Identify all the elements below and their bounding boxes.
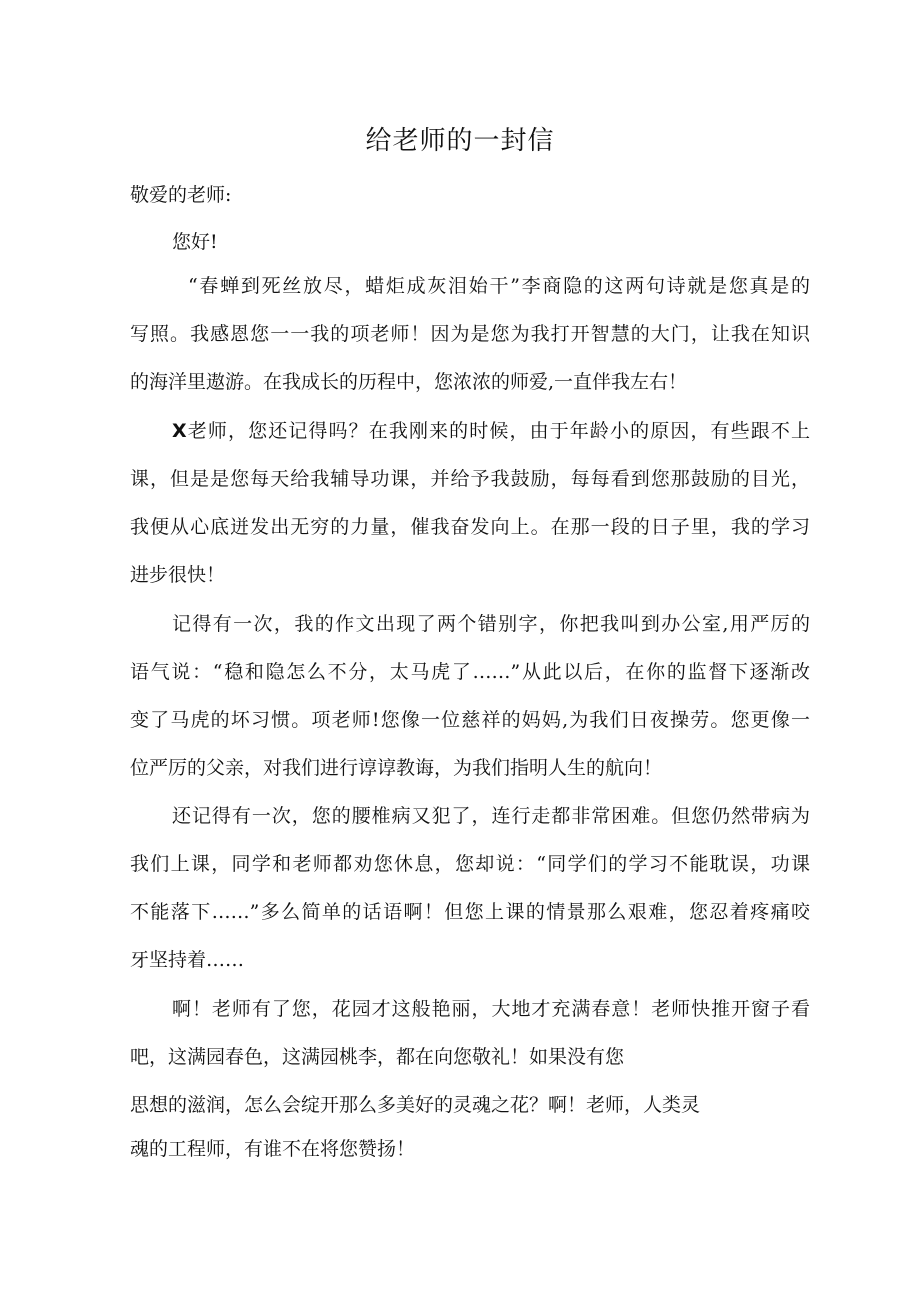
paragraph-line: 我便从心底迸发出无穷的力量，催我奋发向上。在那一段的日子里，我的学习 <box>130 516 810 538</box>
paragraph-line-first <box>130 407 810 455</box>
paragraph-5-continued <box>130 1081 810 1129</box>
paragraph-1 <box>130 262 810 406</box>
document-title: 给老师的一封信 <box>365 126 555 156</box>
paragraph-5 <box>130 985 810 1081</box>
paragraph-4 <box>130 792 810 984</box>
paragraph-line: 我们上课，同学和老师都劝您休息，您却说：“同学们的学习不能耽误，功课 <box>130 853 810 875</box>
salutation: 敬爱的老师: <box>130 184 232 206</box>
paragraph-line: 还记得有一次，您的腰椎病又犯了，连行走都非常困难。但您仍然带病为 <box>172 805 810 827</box>
paragraph-3 <box>130 600 810 792</box>
paragraph-2 <box>130 407 810 599</box>
paragraph-line: 位严厉的父亲，对我们进行谆谆教诲，为我们指明人生的航向！ <box>130 757 663 779</box>
paragraph-line: 语气说：“稳和隐怎么不分，太马虎了……”从此以后，在你的监督下逐渐改 <box>130 661 810 683</box>
greeting <box>130 218 810 266</box>
paragraph-line: 吧，这满园春色，这满园桃李，都在向您敬礼！如果没有您 <box>130 1046 625 1068</box>
greeting-text: 您好! <box>172 231 218 253</box>
paragraph-line: 的海洋里遨游。在我成长的历程中，您浓浓的师爱,一直伴我左右！ <box>130 371 688 393</box>
teacher-initial: X <box>172 420 187 442</box>
paragraph-line: 啊！老师有了您，花园才这般艳丽，大地才充满春意！老师快推开窗子看 <box>172 998 810 1020</box>
paragraph-line: 进步很快！ <box>130 564 226 586</box>
paragraph-line: 牙坚持着…… <box>130 949 245 971</box>
paragraph-line: 思想的滋润，怎么会绽开那么多美好的灵魂之花？啊！老师，人类灵 <box>130 1094 701 1116</box>
paragraph-line: 不能落下……”多么简单的话语啊！但您上课的情景那么艰难，您忍着疼痛咬 <box>130 901 810 923</box>
paragraph-line: 课，但是是您每天给我辅导功课，并给予我鼓励，每每看到您那鼓励的目光， <box>130 468 810 490</box>
paragraph-line: 魂的工程师，有谁不在将您赞扬！ <box>130 1138 416 1160</box>
paragraph-line-text: 老师，您还记得吗？在我刚来的时候，由于年龄小的原因，有些跟不上 <box>186 420 810 442</box>
paragraph-5-end <box>130 1125 810 1173</box>
paragraph-line: 写照。我感恩您一一我的项老师！因为是您为我打开智慧的大门，让我在知识 <box>130 323 810 345</box>
paragraph-line: 记得有一次，我的作文出现了两个错别字，你把我叫到办公室,用严厉的 <box>172 613 810 635</box>
paragraph-line: 变了马虎的坏习惯。项老师!您像一位慈祥的妈妈,为我们日夜操劳。您更像一 <box>130 709 810 731</box>
paragraph-line: “春蝉到死丝放尽，蜡炬成灰泪始干”李商隐的这两句诗就是您真是的 <box>188 275 810 297</box>
